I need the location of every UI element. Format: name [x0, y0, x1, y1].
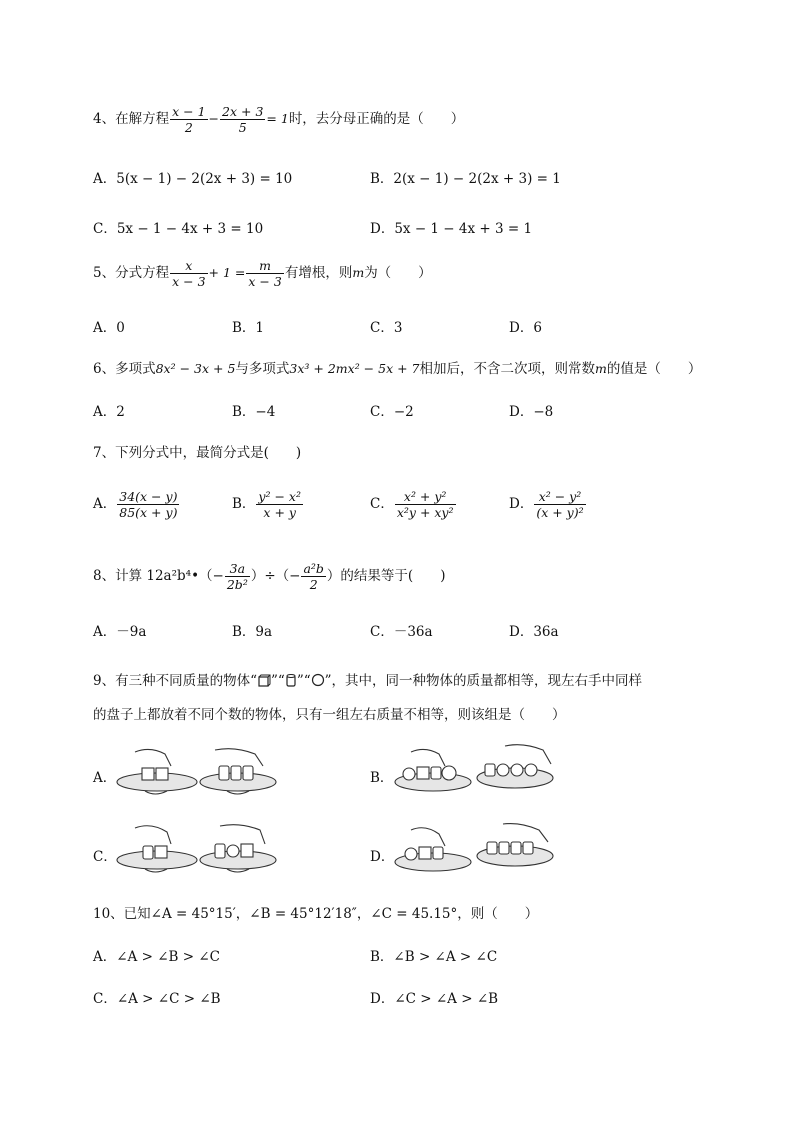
q8-option-d: D．36a [509, 624, 559, 640]
cylinder-object-icon [285, 673, 297, 687]
q8-option-c: C．－36a [370, 624, 433, 640]
q8-option-b: B．9a [232, 624, 273, 640]
question-9-line-2: 的盘子上都放着不同个数的物体，只有一组左右质量不相等，则该组是（ ） [93, 707, 566, 723]
sphere-object-icon [311, 673, 325, 687]
q7-option-b: B． $\frac{\text{y² − x²}}{x + y}$ [232, 489, 301, 520]
q6-option-a: A．2 [93, 404, 125, 420]
question-5: 5、分式方程 $\frac{x}{x - 3}$ + 1 = $\frac{m}{x - 3}$ 有增根，则m为（ ） [93, 258, 432, 289]
q9-option-d-label: D． [370, 849, 395, 865]
q5-option-b: B．1 [232, 320, 265, 336]
q10-option-b: B．∠B > ∠A > ∠C [370, 949, 498, 965]
question-6: 6、多项式8x² − 3x + 5与多项式3x³ + 2mx² − 5x + 7相加后，不含二次项，则常数m的值是（ ） [93, 361, 702, 377]
q5-fraction-1: $\frac{x}{x - 3}$ [172, 258, 206, 289]
q10-option-a: A．∠A > ∠B > ∠C [93, 949, 220, 965]
q5-option-d: D．6 [509, 320, 542, 336]
question-9-line-1: 9、有三种不同质量的物体“ ”“ ”“ ”，其中，同一种物体的质量都相等，现左右手中同样 [93, 673, 643, 689]
q9-option-a-image [115, 744, 280, 802]
q7-option-c: C． $\frac{\text{x² + y²}}{\text{x²y + xy²}}$ [370, 489, 454, 520]
question-10: 10、已知∠A = 45°15′，∠B = 45°12′18″，∠C = 45.15°，则（ ） [93, 906, 539, 922]
q4-fraction-1: $\frac{x - 1}{2}$ [172, 104, 206, 135]
q4-fraction-2: $\frac{2x + 3}{5}$ [222, 104, 264, 135]
q7-option-d: D． $\frac{\text{x² − y²}}{\text{(x + y)²}}$ [509, 489, 584, 520]
q8-fraction-1: $\frac{3a}{\text{2b²}}$ [226, 561, 248, 592]
q4-option-d: D．5x − 1 − 4x + 3 = 1 [370, 221, 533, 237]
q6-option-b: B．−4 [232, 404, 276, 420]
q9-option-b-label: B． [370, 770, 394, 786]
question-8: 8、计算 12a²b⁴•（− $\frac{3a}{\text{2b²}}$ ）÷（− $\frac{\text{a²b}}{2}$ ）的结果等于( ) [93, 561, 446, 592]
q4-prefix: 4、在解方程 [93, 111, 170, 127]
q6-option-c: C．−2 [370, 404, 414, 420]
q4-suffix: 时，去分母正确的是（ ） [288, 111, 465, 127]
cube-object-icon [257, 673, 271, 687]
q4-option-c: C．5x − 1 − 4x + 3 = 10 [93, 221, 264, 237]
q4-option-b: B．2(x − 1) − 2(2x + 3) = 1 [370, 171, 561, 187]
q8-fraction-2: $\frac{\text{a²b}}{2}$ [303, 561, 324, 592]
q8-option-a: A．－9a [93, 624, 147, 640]
q5-fraction-2: $\frac{m}{x - 3}$ [248, 258, 282, 289]
q6-option-d: D．−8 [509, 404, 554, 420]
q10-option-c: C．∠A > ∠C > ∠B [93, 991, 221, 1007]
q7-option-a: A． $\frac{34(x - y)}{85(x + y)}$ [93, 489, 178, 520]
q9-option-a-label: A． [93, 770, 117, 786]
q4-option-a: A．5(x − 1) − 2(2x + 3) = 10 [93, 171, 293, 187]
q5-option-c: C．3 [370, 320, 403, 336]
q9-option-c-image [115, 822, 280, 882]
q9-option-d-image [393, 822, 558, 882]
question-7: 7、下列分式中，最简分式是( ) [93, 445, 302, 461]
q9-option-b-image [393, 742, 558, 802]
q9-option-c-label: C． [93, 849, 117, 865]
question-4: 4、在解方程 $\frac{x - 1}{2}$ − $\frac{2x + 3}{5}$ = 1时，去分母正确的是（ ） [93, 104, 465, 135]
q10-option-d: D．∠C > ∠A > ∠B [370, 991, 499, 1007]
q5-option-a: A．0 [93, 320, 125, 336]
